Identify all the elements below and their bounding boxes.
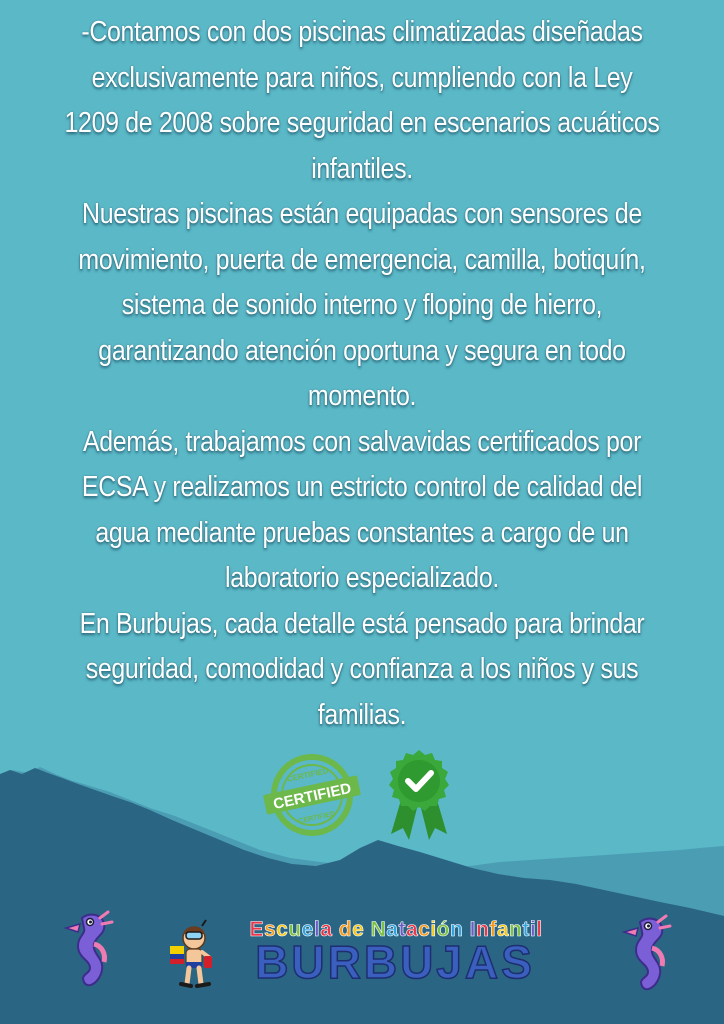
seahorse-left-icon — [60, 908, 120, 994]
paragraph-pools: -Contamos con dos piscinas climatizadas diseñadas exclusivamente para niños, cumpliendo con la Ley 1209 de 2008 sobre seguridad en escenarios acuáticos infantiles. — [64, 16, 660, 185]
certified-badge-bottom-text: CERTIFIED — [298, 810, 336, 826]
logo-subtitle: Escuela de Natación Infantil — [249, 918, 543, 941]
flag-yellow — [170, 946, 184, 954]
info-text-block — [63, 10, 662, 738]
paragraph-lifeguards: Además, trabajamos con salvavidas certificados por ECSA y realizamos un estricto control de calidad del agua mediante pruebas constantes a cargo de un laboratorio especializado. — [81, 425, 643, 594]
diver-mascot-icon — [166, 918, 216, 996]
certified-badge-center-text: CERTIFIED — [271, 779, 353, 814]
logo-title: BURBUJAS — [255, 936, 535, 988]
paragraph-equipment: Nuestras piscinas están equipadas con sensores de movimiento, puerta de emergencia, camilla, botiquín, sistema de sonido interno y floping de hierro, garantizando atención oportuna y segura en todo momento. — [78, 198, 646, 412]
approved-check-badge — [381, 748, 457, 842]
certified-badge-top-text: CERTIFIED — [286, 766, 330, 784]
seahorse-right-icon — [618, 912, 678, 998]
certified-badge — [262, 752, 362, 838]
paragraph-burbujas: En Burbujas, cada detalle está pensado para brindar seguridad, comodidad y confianza a los niños y sus familias. — [79, 607, 645, 731]
